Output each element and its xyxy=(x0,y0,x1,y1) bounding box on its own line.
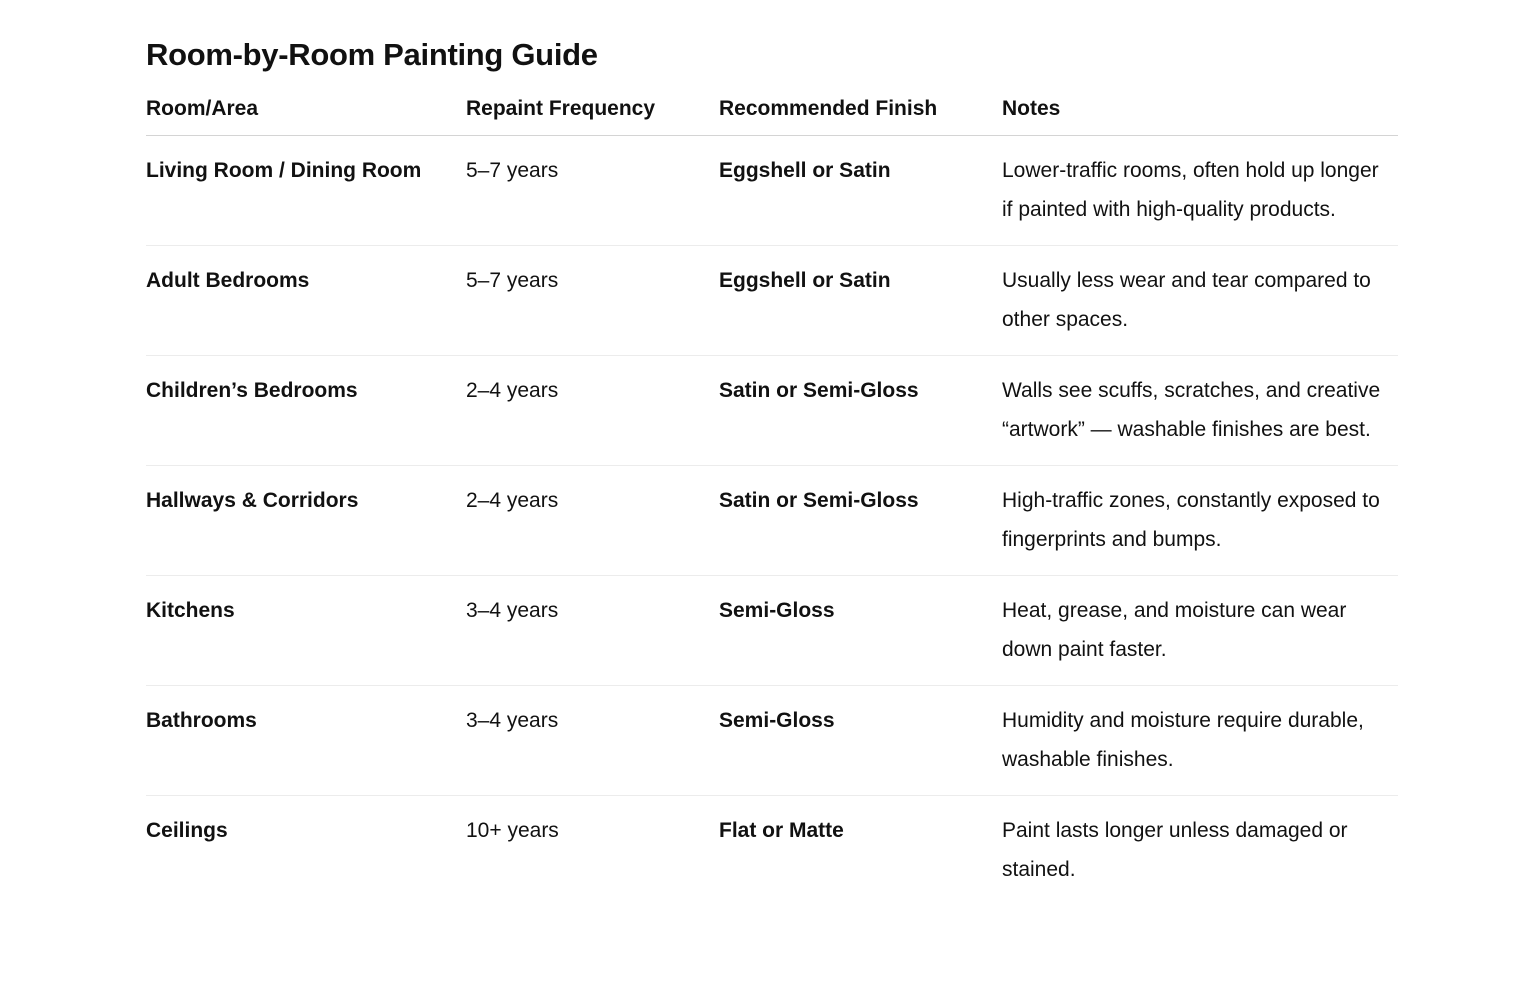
painting-guide xyxy=(146,28,1398,905)
notes-cell: Usually less wear and tear compared to other spaces. xyxy=(1002,246,1398,356)
table-row xyxy=(146,466,1398,576)
finish-cell: Semi-Gloss xyxy=(719,576,1002,686)
finish-cell: Satin or Semi-Gloss xyxy=(719,466,1002,576)
frequency-cell: 5–7 years xyxy=(466,246,719,356)
header-notes: Notes xyxy=(1002,90,1398,136)
finish-cell: Eggshell or Satin xyxy=(719,136,1002,246)
notes-cell: High-traffic zones, constantly exposed to fingerprints and bumps. xyxy=(1002,466,1398,576)
room-cell: Living Room / Dining Room xyxy=(146,136,466,246)
table-row xyxy=(146,136,1398,246)
table-row xyxy=(146,576,1398,686)
room-cell: Bathrooms xyxy=(146,686,466,796)
room-cell: Hallways & Corridors xyxy=(146,466,466,576)
room-cell: Adult Bedrooms xyxy=(146,246,466,356)
header-recommended-finish: Recommended Finish xyxy=(719,90,1002,136)
finish-cell: Semi-Gloss xyxy=(719,686,1002,796)
room-cell: Kitchens xyxy=(146,576,466,686)
table-header-row xyxy=(146,90,1398,136)
table-row xyxy=(146,246,1398,356)
frequency-cell: 5–7 years xyxy=(466,136,719,246)
finish-cell: Satin or Semi-Gloss xyxy=(719,356,1002,466)
frequency-cell: 10+ years xyxy=(466,819,559,842)
table-row xyxy=(146,796,1398,906)
notes-cell: Heat, grease, and moisture can wear down paint faster. xyxy=(1002,576,1398,686)
notes-cell: Walls see scuffs, scratches, and creative “artwork” — washable finishes are best. xyxy=(1002,356,1398,466)
notes-cell: Lower-traffic rooms, often hold up longer if painted with high-quality products. xyxy=(1002,136,1398,246)
header-repaint-frequency: Repaint Frequency xyxy=(466,90,719,136)
finish-cell: Flat or Matte xyxy=(719,819,844,842)
frequency-cell: 3–4 years xyxy=(466,686,719,796)
table-row xyxy=(146,686,1398,796)
notes-cell: Humidity and moisture require durable, washable finishes. xyxy=(1002,686,1398,796)
page-title: Room-by-Room Painting Guide xyxy=(146,37,598,72)
frequency-cell: 2–4 years xyxy=(466,466,719,576)
frequency-cell: 2–4 years xyxy=(466,356,719,466)
header-room-area: Room/Area xyxy=(146,90,466,136)
frequency-cell: 3–4 years xyxy=(466,576,719,686)
finish-cell: Eggshell or Satin xyxy=(719,246,1002,356)
room-cell: Ceilings xyxy=(146,819,228,842)
notes-cell: Paint lasts longer unless damaged or stained. xyxy=(1002,819,1348,881)
table-row xyxy=(146,356,1398,466)
painting-guide-table xyxy=(146,90,1398,905)
room-cell: Children’s Bedrooms xyxy=(146,356,466,466)
